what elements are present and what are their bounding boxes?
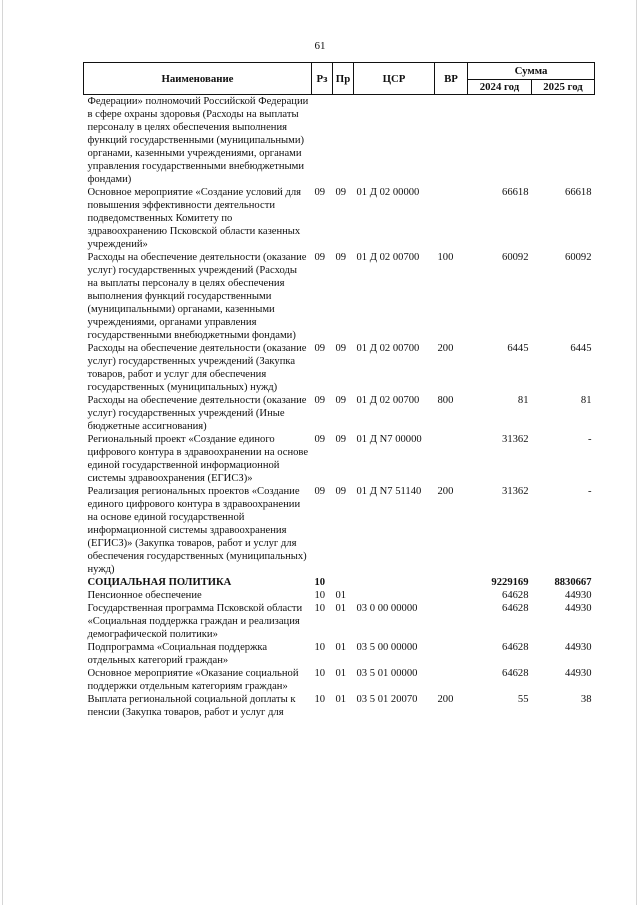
table-row: [84, 641, 595, 667]
header-rz: Рз: [312, 63, 333, 95]
page-number: 61: [314, 40, 326, 52]
row-csr: 01 Д 02 00700: [356, 395, 420, 406]
table-body: [84, 95, 595, 720]
row-name: Основное мероприятие «Оказание социальной поддержки отдельным категориям граждан»: [87, 668, 299, 692]
row-rz: 10: [314, 577, 326, 588]
row-sum-2024: 31362: [502, 434, 529, 445]
row-vr: [435, 186, 468, 251]
row-csr: 01 Д 02 00000: [356, 187, 420, 198]
row-sum-2025: -: [587, 434, 592, 445]
row-rz: 09: [314, 395, 326, 406]
row-rz: 09: [314, 486, 326, 497]
row-csr: [354, 576, 435, 589]
header-pr: Пр: [333, 63, 354, 95]
header-csr: ЦСР: [354, 63, 435, 95]
row-csr: [354, 95, 435, 187]
table-row: [84, 394, 595, 433]
row-sum-2025: 60092: [565, 252, 592, 263]
row-pr: 01: [335, 668, 347, 679]
row-pr: 09: [335, 395, 347, 406]
row-vr: [435, 667, 468, 693]
row-rz: 10: [314, 668, 326, 679]
row-pr: 09: [335, 434, 347, 445]
row-pr: 09: [335, 187, 347, 198]
row-sum-2025: 66618: [565, 187, 592, 198]
row-vr: [435, 602, 468, 641]
row-pr: 01: [335, 590, 347, 601]
header-sum: Сумма: [468, 63, 595, 80]
row-sum-2024: [468, 95, 532, 187]
row-vr: [435, 589, 468, 602]
row-sum-2025: 44930: [565, 603, 592, 614]
table-row: [84, 589, 595, 602]
row-pr: 09: [335, 343, 347, 354]
row-sum-2024: 66618: [502, 187, 529, 198]
row-rz: 09: [314, 343, 326, 354]
row-rz: 09: [314, 187, 326, 198]
row-name: Региональный проект «Создание единого цифрового контура в здравоохранении на основе единой государственной информационной системы здравоохранения (ЕГИСЗ)»: [87, 434, 309, 484]
row-pr: 09: [335, 486, 347, 497]
row-pr: [333, 95, 354, 187]
table-header: [84, 63, 595, 95]
row-csr: 03 5 00 00000: [356, 642, 418, 653]
row-sum-2024: 55: [517, 694, 529, 705]
row-rz: 10: [314, 694, 326, 705]
row-name: Выплата региональной социальной доплаты к пенсии (Закупка товаров, работ и услуг для: [87, 694, 296, 718]
budget-table: [83, 62, 595, 719]
table-row: [84, 433, 595, 485]
row-rz: 09: [314, 434, 326, 445]
row-vr: 200: [437, 343, 454, 354]
row-name: Основное мероприятие «Создание условий для повышения эффективности деятельности подведомственных Комитету по здравоохранению Псковской области казенных учреждений»: [87, 187, 301, 250]
row-rz: [312, 95, 333, 187]
header-year-2024: 2024 год: [468, 80, 532, 95]
row-name: Государственная программа Псковской области «Социальная поддержка граждан и реализация демографической политики»: [87, 603, 303, 640]
row-name: Расходы на обеспечение деятельности (оказание услуг) государственных учреждений (Закупка товаров, работ и услуг для обеспечения государственных (муниципальных) нужд): [87, 343, 307, 393]
row-rz: 10: [314, 603, 326, 614]
scan-edge-left: [2, 0, 3, 905]
row-sum-2024: 64628: [502, 642, 529, 653]
table-row: [84, 95, 595, 187]
row-vr: [435, 641, 468, 667]
row-name: Расходы на обеспечение деятельности (оказание услуг) государственных учреждений (Иные бюджетные ассигнования): [87, 395, 307, 432]
row-sum-2024: 31362: [502, 486, 529, 497]
row-pr: [333, 576, 354, 589]
table-row: [84, 602, 595, 641]
table-row: [84, 251, 595, 342]
row-vr: [435, 576, 468, 589]
row-vr: 800: [437, 395, 454, 406]
row-sum-2024: 9229169: [491, 577, 529, 588]
row-pr: 01: [335, 642, 347, 653]
table-row: [84, 342, 595, 394]
row-csr: 01 Д N7 51140: [356, 486, 422, 497]
row-sum-2025: [532, 95, 595, 187]
row-sum-2024: 60092: [502, 252, 529, 263]
row-sum-2025: 38: [580, 694, 592, 705]
row-name: Пенсионное обеспечение: [87, 590, 202, 601]
row-name: Федерации» полномочий Российской Федерации в сфере охраны здоровья (Расходы на выплаты персоналу в целях обеспечения выполнения функций государственными (муниципальными) органами, казенными учреждениями, органами управления государственными внебюджетными фондами): [87, 96, 309, 185]
row-vr: [435, 433, 468, 485]
scan-edge-right: [636, 0, 637, 905]
row-pr: 09: [335, 252, 347, 263]
row-sum-2024: 64628: [502, 668, 529, 679]
row-rz: 10: [314, 590, 326, 601]
table-row: [84, 485, 595, 576]
row-rz: 09: [314, 252, 326, 263]
row-sum-2025: 6445: [570, 343, 592, 354]
table-row: [84, 186, 595, 251]
row-sum-2024: 64628: [502, 590, 529, 601]
row-csr: 01 Д 02 00700: [356, 252, 420, 263]
row-name: Расходы на обеспечение деятельности (оказание услуг) государственных учреждений (Расходы на выплаты персоналу в целях обеспечения выполнения функций государственными (муниципальными) органами, казенными учреждениями, органами управления государственными внебюджетными фондами): [87, 252, 307, 341]
row-sum-2025: 81: [580, 395, 592, 406]
row-name: Подпрограмма «Социальная поддержка отдельных категорий граждан»: [87, 642, 268, 666]
row-sum-2024: 81: [517, 395, 529, 406]
row-sum-2024: 6445: [507, 343, 529, 354]
row-pr: 01: [335, 603, 347, 614]
row-sum-2024: 64628: [502, 603, 529, 614]
row-vr: 200: [437, 486, 454, 497]
row-rz: 10: [314, 642, 326, 653]
row-pr: 01: [335, 694, 347, 705]
row-csr: 03 5 01 20070: [356, 694, 418, 705]
row-name: СОЦИАЛЬНАЯ ПОЛИТИКА: [87, 577, 232, 588]
row-csr: 03 0 00 00000: [356, 603, 418, 614]
row-sum-2025: 44930: [565, 668, 592, 679]
row-vr: 200: [437, 694, 454, 705]
row-csr: 01 Д 02 00700: [356, 343, 420, 354]
header-vr: ВР: [435, 63, 468, 95]
row-sum-2025: -: [587, 486, 592, 497]
row-sum-2025: 44930: [565, 642, 592, 653]
table-row: [84, 667, 595, 693]
row-vr: 100: [437, 252, 454, 263]
table-row: [84, 693, 595, 719]
header-name: Наименование: [84, 63, 312, 95]
row-name: Реализация региональных проектов «Создание единого цифрового контура в здравоохранении на основе единой государственной информационной системы здравоохранения (ЕГИСЗ)» (Закупка товаров, работ и услуг для обеспечения государственных (муниципальных) нужд): [87, 486, 307, 575]
row-sum-2025: 8830667: [554, 577, 592, 588]
table-row: [84, 576, 595, 589]
row-csr: [354, 589, 435, 602]
row-csr: 01 Д N7 00000: [356, 434, 422, 445]
row-vr: [435, 95, 468, 187]
header-year-2025: 2025 год: [532, 80, 595, 95]
row-sum-2025: 44930: [565, 590, 592, 601]
row-csr: 03 5 01 00000: [356, 668, 418, 679]
